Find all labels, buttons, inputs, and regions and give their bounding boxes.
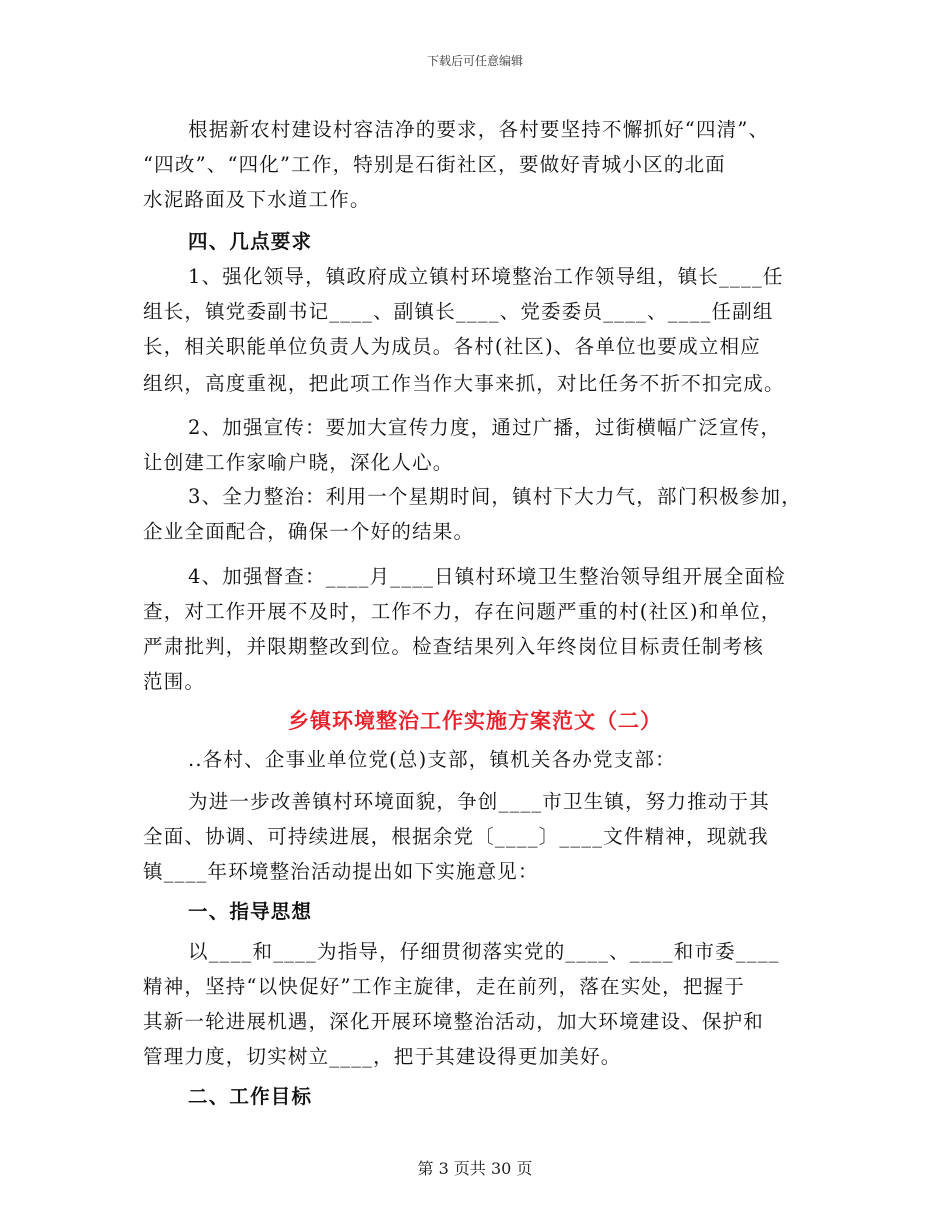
page-header: 下载后可任意编辑 [426,54,523,68]
paragraph-line: “四改”、“四化”工作，特别是石街社区，要做好青城小区的北面 [143,153,726,176]
section-heading-4: 四、几点要求 [188,230,313,253]
paragraph-line: 3、全力整治：利用一个星期时间，镇村下大力气，部门积极参加， [188,485,802,508]
paragraph-line: 2、加强宣传：要加大宣传力度，通过广播，过街横幅广泛宣传， [188,416,782,439]
paragraph-line: 水泥路面及下水道工作。 [143,188,371,211]
paragraph-line: 企业全面配合，确保一个好的结果。 [143,520,475,543]
paragraph-line: 让创建工作家喻户晓，深化人心。 [143,451,454,474]
paragraph-line: 为进一步改善镇村环境面貌，争创____市卫生镇，努力推动于其 [188,790,771,813]
salutation: ..各村、企事业单位党(总)支部，镇机关各办党支部： [188,748,676,771]
paragraph-line: 管理力度，切实树立____，把于其建设得更加美好。 [143,1045,622,1068]
paragraph-line: 其新一轮进展机遇，深化开展环境整治活动，加大环境建设、保护和 [143,1010,765,1033]
paragraph-line: 根据新农村建设村容洁净的要求，各村要坚持不懈抓好“四清”、 [188,118,770,141]
paragraph-line: 全面、协调、可持续进展，根据余党〔____〕____文件精神，现就我 [143,825,769,848]
section-heading-2: 二、工作目标 [188,1085,313,1108]
paragraph-line: 4、加强督查：____月____日镇村环境卫生整治领导组开展全面检 [188,565,787,588]
section-heading-1: 一、指导思想 [188,900,313,923]
paragraph-line: 精神，坚持“以快促好”工作主旋律，走在前列，落在实处，把握于 [143,975,745,998]
paragraph-line: 长，相关职能单位负责人为成员。各村(社区)、各单位也要成立相应 [143,335,761,358]
paragraph-line: 严肃批判，并限期整改到位。检查结果列入年终岗位目标责任制考核 [143,635,765,658]
paragraph-line: 组织，高度重视，把此项工作当作大事来抓，对比任务不折不扣完成。 [143,372,785,395]
paragraph-line: 组长，镇党委副书记____、副镇长____、党委委员____、____任副组 [143,300,774,323]
page-footer: 第 3 页共 30 页 [417,1159,533,1178]
paragraph-line: 1、强化领导，镇政府成立镇村环境整治工作领导组，镇长____任 [188,265,784,288]
paragraph-line: 镇____年环境整治活动提出如下实施意见： [143,860,539,883]
paragraph-line: 以____和____为指导，仔细贯彻落实党的____、____和市委____ [188,940,780,963]
paragraph-line: 范围。 [143,670,206,693]
paragraph-line: 查，对工作开展不及时，工作不力，存在问题严重的村(社区)和单位， [143,600,782,623]
article-title: 乡镇环境整治工作实施方案范文（二） [288,708,662,733]
